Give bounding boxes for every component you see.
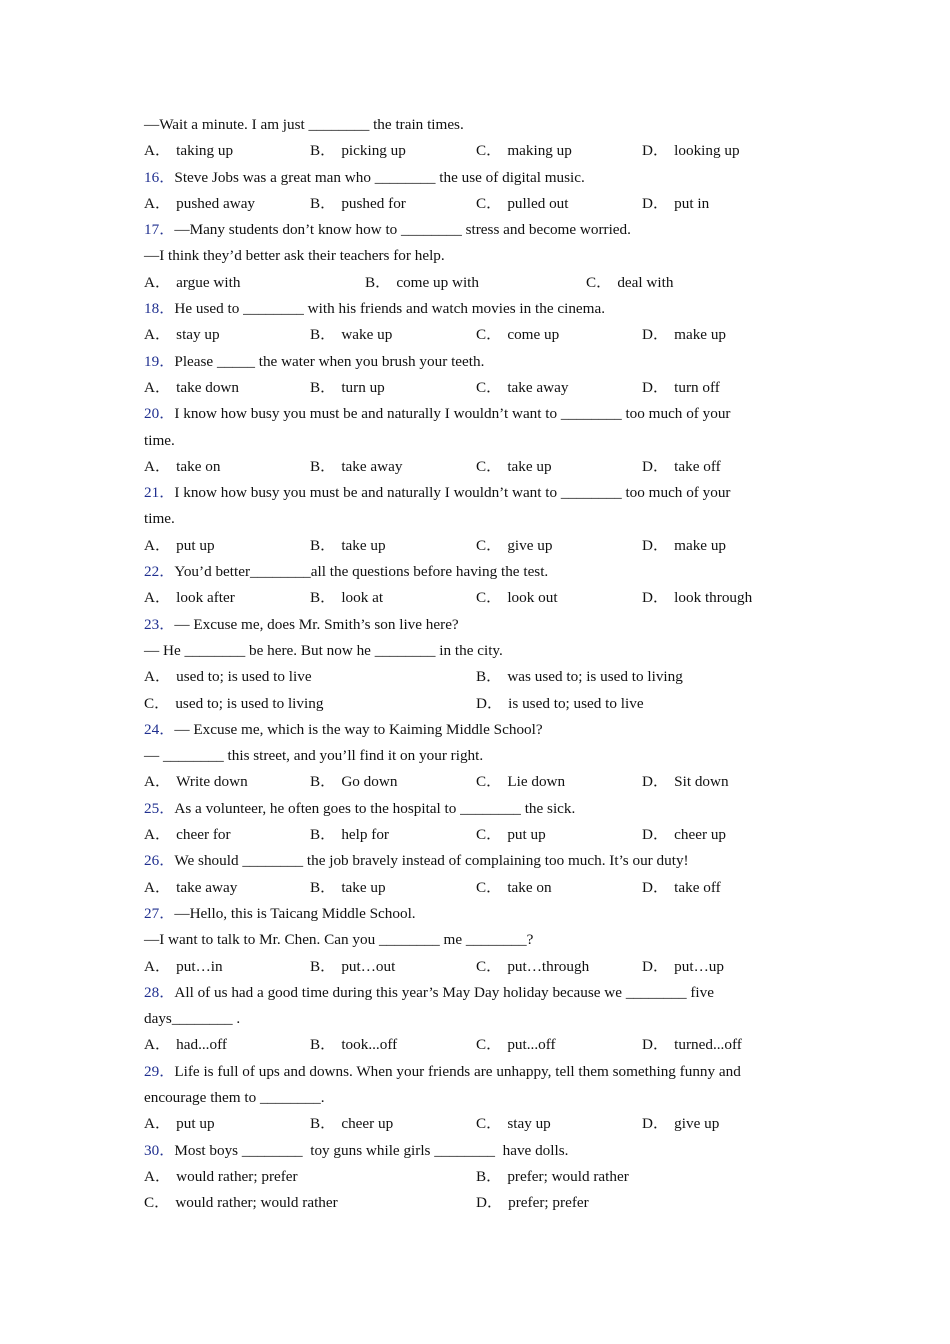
question-number: 26．: [144, 852, 175, 870]
option-text: stay up: [176, 326, 220, 344]
options-row: [144, 270, 810, 296]
answer-option: [144, 954, 310, 980]
option-text: Lie down: [507, 773, 566, 791]
option-text: had...off: [176, 1036, 227, 1054]
answer-option: [476, 1111, 642, 1137]
question-text: He used to ________ with his friends and watch movies in the cinema.: [174, 300, 606, 318]
answer-option: [476, 375, 642, 401]
option-letter: D．: [642, 326, 669, 344]
option-letter: B．: [310, 1036, 336, 1054]
option-text: come up: [507, 326, 560, 344]
question-text: As a volunteer, he often goes to the hospital to ________ the sick.: [174, 799, 576, 817]
option-letter: D．: [642, 457, 669, 475]
option-letter: D．: [476, 694, 503, 712]
question-stem: [144, 480, 810, 506]
answer-option: [476, 954, 642, 980]
option-text: put…in: [176, 957, 223, 975]
option-text: pushed away: [176, 194, 256, 212]
options-row: [144, 1111, 810, 1137]
option-text: put up: [176, 536, 215, 554]
option-text: take on: [507, 878, 552, 896]
answer-option: [476, 322, 642, 348]
question-continuation: —I want to talk to Mr. Chen. Can you ________ me ________?: [144, 931, 534, 949]
question-number: 19．: [144, 352, 175, 370]
options-row: [144, 1032, 810, 1058]
question-block: [144, 717, 810, 796]
option-text: would rather; prefer: [176, 1167, 298, 1185]
option-text: put…out: [341, 957, 396, 975]
option-text: make up: [674, 326, 727, 344]
question-block: [144, 480, 810, 559]
option-text: help for: [341, 826, 389, 844]
option-text: deal with: [617, 273, 674, 291]
option-letter: D．: [476, 1194, 503, 1212]
answer-option: [642, 191, 810, 217]
answer-option: [310, 454, 476, 480]
option-text: pulled out: [507, 194, 569, 212]
option-text: turn up: [341, 378, 385, 396]
options-row: [144, 322, 810, 348]
option-text: put…up: [674, 957, 724, 975]
option-text: used to; is used to live: [176, 668, 312, 686]
option-text: take on: [176, 457, 221, 475]
option-letter: B．: [310, 457, 336, 475]
question-stem: [144, 717, 810, 743]
option-text: take up: [507, 457, 552, 475]
question-stem: [144, 349, 810, 375]
option-letter: B．: [310, 326, 336, 344]
option-letter: B．: [310, 773, 336, 791]
answer-option: [476, 585, 642, 611]
option-letter: B．: [365, 273, 391, 291]
option-text: taking up: [176, 142, 234, 160]
answer-option: [310, 954, 476, 980]
option-text: turned...off: [674, 1036, 742, 1054]
question-text: —Many students don’t know how to ________ stress and become worried.: [174, 221, 631, 239]
answer-option: [310, 822, 476, 848]
question-block: [144, 980, 810, 1059]
option-letter: B．: [476, 668, 502, 686]
option-text: look at: [341, 589, 384, 607]
answer-option: [476, 691, 810, 717]
option-text: make up: [674, 536, 727, 554]
question-text: I know how busy you must be and naturally I wouldn’t want to ________ too much of your: [174, 484, 731, 502]
question-stem: [144, 1138, 810, 1164]
answer-option: [642, 875, 810, 901]
option-text: take up: [341, 878, 386, 896]
answer-option: [144, 585, 310, 611]
answer-option: [586, 270, 810, 296]
answer-option: [476, 875, 642, 901]
answer-option: [476, 533, 642, 559]
option-letter: B．: [310, 878, 336, 896]
option-letter: B．: [310, 589, 336, 607]
option-letter: A．: [144, 536, 171, 554]
answer-option: [144, 1190, 476, 1216]
answer-option: [310, 1111, 476, 1137]
option-letter: A．: [144, 273, 171, 291]
answer-option: [144, 1164, 476, 1190]
answer-option: [144, 1032, 310, 1058]
option-letter: D．: [642, 194, 669, 212]
option-letter: A．: [144, 957, 171, 975]
option-text: put...off: [507, 1036, 556, 1054]
option-text: prefer; prefer: [508, 1194, 589, 1212]
options-row: [144, 769, 810, 795]
option-text: take away: [176, 878, 238, 896]
option-text: Go down: [341, 773, 398, 791]
question-text: — Excuse me, which is the way to Kaiming Middle School?: [174, 720, 543, 738]
option-text: give up: [674, 1115, 720, 1133]
question-stem: [144, 296, 810, 322]
answer-option: [476, 138, 642, 164]
answer-option: [310, 1032, 476, 1058]
option-letter: C．: [144, 694, 170, 712]
question-text: Please _____ the water when you brush your teeth.: [174, 352, 485, 370]
option-letter: B．: [310, 142, 336, 160]
option-text: put…through: [507, 957, 590, 975]
option-letter: B．: [310, 194, 336, 212]
option-text: give up: [507, 536, 553, 554]
options-row: [144, 822, 810, 848]
option-letter: D．: [642, 378, 669, 396]
option-letter: A．: [144, 142, 171, 160]
option-letter: D．: [642, 773, 669, 791]
option-text: look out: [507, 589, 558, 607]
options-row: [144, 585, 810, 611]
answer-option: [144, 454, 310, 480]
options-row: [144, 875, 810, 901]
answer-option: [310, 585, 476, 611]
answer-option: [310, 375, 476, 401]
option-text: looking up: [674, 142, 740, 160]
option-text: argue with: [176, 273, 241, 291]
answer-option: [476, 1164, 810, 1190]
answer-option: [144, 691, 476, 717]
option-letter: C．: [476, 589, 502, 607]
question-block: [144, 612, 810, 717]
question-block: [144, 901, 810, 980]
option-letter: D．: [642, 1115, 669, 1133]
answer-option: [144, 322, 310, 348]
question-block: [144, 401, 810, 480]
option-text: take down: [176, 378, 239, 396]
answer-option: [310, 191, 476, 217]
options-row: [144, 691, 810, 717]
option-text: Write down: [176, 773, 248, 791]
intro-question-line: —Wait a minute. I am just ________ the train times.: [144, 116, 464, 133]
answer-option: [642, 954, 810, 980]
question-stem: [144, 848, 810, 874]
option-letter: B．: [310, 1115, 336, 1133]
option-letter: A．: [144, 589, 171, 607]
option-letter: A．: [144, 826, 171, 844]
question-text: We should ________ the job bravely instead of complaining too much. It’s our duty!: [174, 852, 689, 870]
option-letter: C．: [586, 273, 612, 291]
option-letter: B．: [310, 826, 336, 844]
options-row: [144, 954, 810, 980]
answer-option: [476, 664, 810, 690]
question-text: Most boys ________ toy guns while girls ________ have dolls.: [174, 1141, 569, 1159]
option-text: take off: [674, 457, 721, 475]
option-letter: D．: [642, 878, 669, 896]
options-row: [144, 533, 810, 559]
option-text: take off: [674, 878, 721, 896]
question-number: 30．: [144, 1141, 175, 1159]
option-text: put up: [176, 1115, 215, 1133]
option-letter: A．: [144, 1167, 171, 1185]
answer-option: [310, 875, 476, 901]
answer-option: [476, 1190, 810, 1216]
answer-option: [144, 1111, 310, 1137]
option-letter: D．: [642, 1036, 669, 1054]
option-letter: D．: [642, 142, 669, 160]
option-letter: D．: [642, 957, 669, 975]
options-row: [144, 664, 810, 690]
option-text: take up: [341, 536, 386, 554]
answer-option: [642, 138, 810, 164]
answer-option: [476, 191, 642, 217]
question-continuation: — ________ this street, and you’ll find it on your right.: [144, 747, 484, 765]
option-text: put in: [674, 194, 710, 212]
question-stem: [144, 796, 810, 822]
question-block: [144, 1138, 810, 1217]
question-number: 17．: [144, 221, 175, 239]
question-block: [144, 559, 810, 612]
option-text: was used to; is used to living: [507, 668, 683, 686]
answer-option: [144, 533, 310, 559]
option-letter: C．: [476, 773, 502, 791]
question-text: —Hello, this is Taicang Middle School.: [174, 904, 416, 922]
options-row: [144, 1190, 810, 1216]
option-letter: C．: [476, 957, 502, 975]
answer-option: [642, 769, 810, 795]
answer-option: [310, 138, 476, 164]
option-letter: A．: [144, 878, 171, 896]
options-row: [144, 454, 810, 480]
option-letter: A．: [144, 378, 171, 396]
answer-option: [144, 822, 310, 848]
option-text: pushed for: [341, 194, 406, 212]
option-text: cheer for: [176, 826, 231, 844]
option-text: picking up: [341, 142, 406, 160]
option-letter: A．: [144, 194, 171, 212]
question-block: [144, 1059, 810, 1138]
question-stem: [144, 217, 810, 243]
answer-option: [476, 769, 642, 795]
question-stem: [144, 980, 810, 1006]
answer-option: [642, 822, 810, 848]
worksheet-page: [144, 112, 810, 1216]
question-text: Life is full of ups and downs. When your friends are unhappy, tell them something funny and: [174, 1062, 741, 1080]
question-stem: [144, 559, 810, 585]
intro-options: [144, 138, 810, 164]
option-letter: D．: [642, 536, 669, 554]
option-text: look through: [674, 589, 753, 607]
question-block: [144, 296, 810, 349]
option-letter: A．: [144, 326, 171, 344]
question-text: — Excuse me, does Mr. Smith’s son live here?: [174, 615, 459, 633]
option-text: come up with: [396, 273, 479, 291]
answer-option: [365, 270, 586, 296]
answer-option: [310, 533, 476, 559]
option-letter: A．: [144, 457, 171, 475]
question-number: 24．: [144, 720, 175, 738]
option-text: wake up: [341, 326, 393, 344]
answer-option: [476, 1032, 642, 1058]
answer-option: [642, 1111, 810, 1137]
option-letter: D．: [642, 589, 669, 607]
answer-option: [642, 322, 810, 348]
answer-option: [476, 454, 642, 480]
answer-option: [642, 585, 810, 611]
option-text: would rather; would rather: [175, 1194, 338, 1212]
answer-option: [144, 769, 310, 795]
question-number: 28．: [144, 983, 175, 1001]
question-block: [144, 349, 810, 402]
answer-option: [310, 322, 476, 348]
answer-option: [144, 875, 310, 901]
question-number: 20．: [144, 405, 175, 423]
answer-option: [144, 664, 476, 690]
option-letter: A．: [144, 1036, 171, 1054]
option-letter: A．: [144, 773, 171, 791]
question-text: Steve Jobs was a great man who ________ the use of digital music.: [174, 168, 585, 186]
question-text: All of us had a good time during this year’s May Day holiday because we ________ five: [174, 983, 714, 1001]
answer-option: [144, 375, 310, 401]
option-text: Sit down: [674, 773, 729, 791]
option-letter: C．: [476, 1115, 502, 1133]
option-letter: C．: [476, 326, 502, 344]
option-text: took...off: [341, 1036, 398, 1054]
options-row: [144, 191, 810, 217]
answer-option: [642, 1032, 810, 1058]
question-stem: [144, 165, 810, 191]
option-text: making up: [507, 142, 572, 160]
option-text: cheer up: [341, 1115, 394, 1133]
option-text: used to; is used to living: [175, 694, 324, 712]
answer-option: [642, 454, 810, 480]
option-letter: C．: [476, 536, 502, 554]
answer-option: [310, 769, 476, 795]
option-letter: A．: [144, 1115, 171, 1133]
question-block: [144, 217, 810, 296]
answer-option: [642, 375, 810, 401]
option-text: take away: [341, 457, 403, 475]
option-letter: B．: [310, 957, 336, 975]
option-letter: B．: [310, 536, 336, 554]
answer-option: [476, 822, 642, 848]
option-letter: C．: [476, 1036, 502, 1054]
option-letter: C．: [476, 142, 502, 160]
question-stem: [144, 1059, 810, 1085]
question-stem: [144, 401, 810, 427]
question-stem: [144, 901, 810, 927]
option-text: turn off: [674, 378, 720, 396]
question-stem: [144, 612, 810, 638]
option-letter: C．: [476, 194, 502, 212]
option-text: stay up: [507, 1115, 551, 1133]
question-block: [144, 796, 810, 849]
answer-option: [144, 138, 310, 164]
option-letter: C．: [476, 378, 502, 396]
question-list: [144, 165, 810, 1217]
question-number: 23．: [144, 615, 175, 633]
question-block: [144, 848, 810, 901]
question-number: 21．: [144, 484, 175, 502]
options-row: [144, 375, 810, 401]
answer-option: [642, 533, 810, 559]
question-text: I know how busy you must be and naturally I wouldn’t want to ________ too much of your: [174, 405, 731, 423]
question-number: 16．: [144, 168, 175, 186]
option-letter: C．: [476, 878, 502, 896]
question-number: 25．: [144, 799, 175, 817]
option-letter: C．: [476, 457, 502, 475]
option-letter: C．: [144, 1194, 170, 1212]
question-continuation: time.: [144, 510, 175, 528]
option-text: look after: [176, 589, 235, 607]
answer-option: [144, 270, 365, 296]
option-letter: C．: [476, 826, 502, 844]
option-letter: D．: [642, 826, 669, 844]
option-letter: A．: [144, 668, 171, 686]
option-letter: B．: [310, 378, 336, 396]
option-text: prefer; would rather: [507, 1167, 629, 1185]
question-number: 29．: [144, 1062, 175, 1080]
question-text: You’d better________all the questions before having the test.: [174, 563, 549, 581]
option-letter: B．: [476, 1167, 502, 1185]
option-text: take away: [507, 378, 569, 396]
question-number: 22．: [144, 563, 175, 581]
answer-option: [144, 191, 310, 217]
question-continuation: days________ .: [144, 1010, 241, 1028]
question-continuation: encourage them to ________.: [144, 1088, 325, 1106]
option-text: is used to; used to live: [508, 694, 644, 712]
option-text: put up: [507, 826, 546, 844]
question-continuation: — He ________ be here. But now he ________ in the city.: [144, 641, 503, 659]
question-continuation: —I think they’d better ask their teachers for help.: [144, 247, 445, 265]
options-row: [144, 1164, 810, 1190]
question-block: [144, 165, 810, 218]
option-text: cheer up: [674, 826, 727, 844]
question-number: 27．: [144, 904, 175, 922]
question-continuation: time.: [144, 431, 175, 449]
question-number: 18．: [144, 300, 175, 318]
